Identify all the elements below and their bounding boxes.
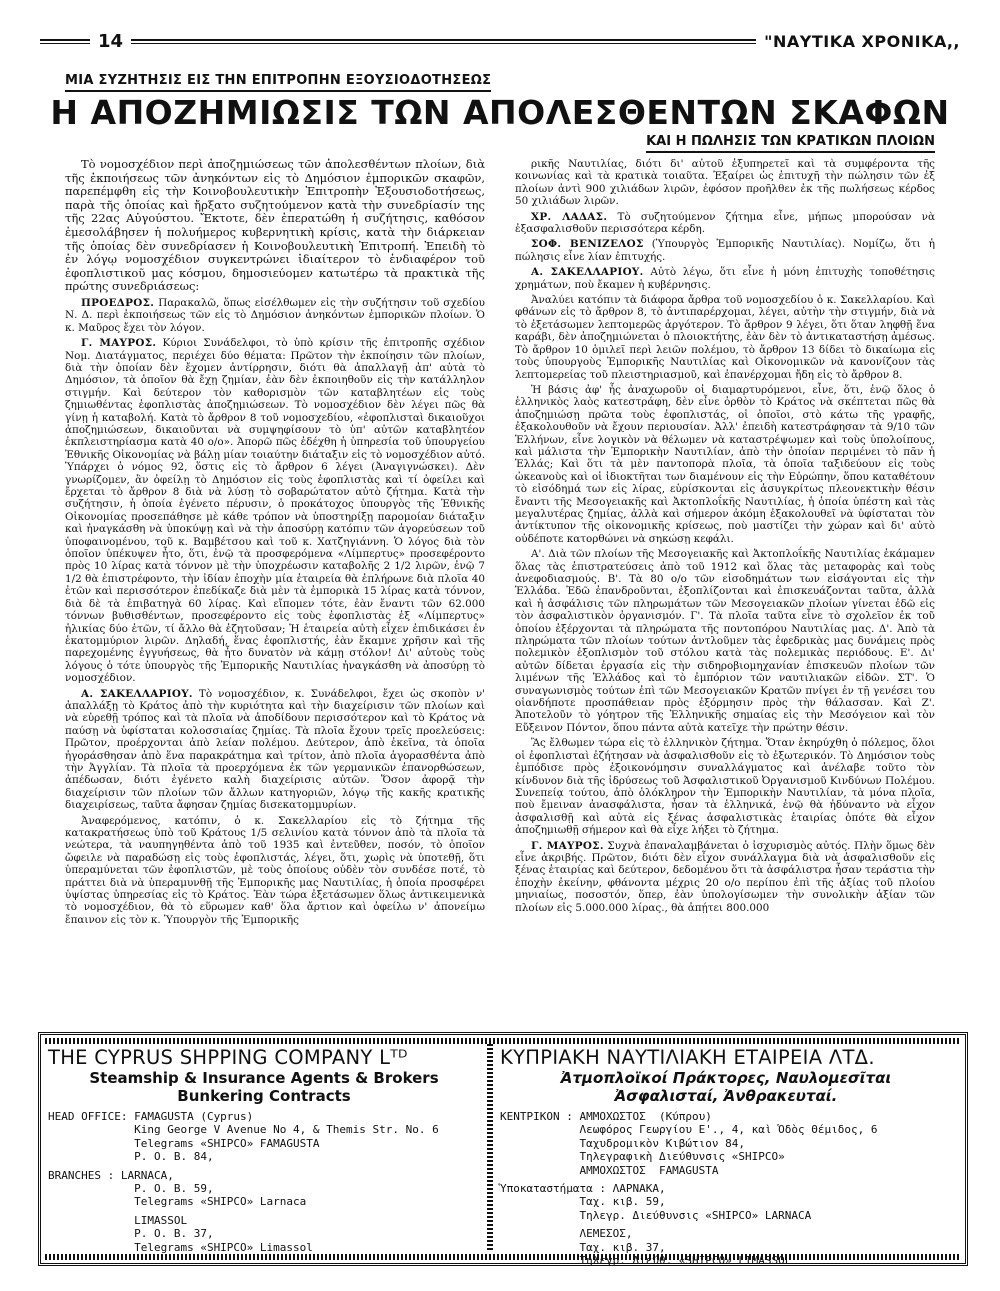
speaker-name: ΧΡ. ΛΑΔΑΣ. — [531, 210, 608, 223]
article-paragraph — [515, 238, 935, 263]
article-paragraph — [515, 266, 935, 291]
address-line: Ὑποκαταστήματα : ΛΑΡΝΑΚΑ, — [500, 1182, 666, 1196]
article-paragraph — [65, 815, 485, 927]
address-line: Ταχ. κιβ. 37, — [500, 1240, 666, 1254]
speaker-name: Α. ΣΑΚΕΛΛΑΡΙΟΥ. — [531, 266, 644, 279]
article-headline: Η ΑΠΟΖΗΜΙΩΣΙΣ ΤΩΝ ΑΠΟΛΕΣΘΕΝΤΩΝ ΣΚΑΦΩΝ — [50, 93, 950, 132]
article-paragraph — [65, 688, 485, 812]
address-line: HEAD OFFICE: FAMAGUSTA (Cyprus) — [48, 1110, 254, 1123]
paragraph-text: Ἡ βάσις ἀφ' ἧς ἀναχωροῦν οἱ διαμαρτυρόμενοι, εἶνε, ὅτι, ἐνῷ ὅλος ὁ ἑλληνικὸς λαὸς κατεστράφη, δὲν εἶνε ὀρθὸν τὸ Κράτος νὰ σκέπτεται πῶς θὰ ἀποζημιώσῃ πρῶτα τοὺς ἐφοπλιστάς, οἱ ὁποῖοι, στὸ κάτω τῆς γραφῆς, ἐξακολουθοῦν νὰ ἔχουν περιουσίαν. Ἀλλ' ἐπειδὴ κατεστράφησαν τὰ 9/10 τῶν Ἑλλήνων, εἶνε λογικὸν νὰ θέλωμεν νὰ καταστρέψωμεν καὶ τοὺς ὑπολοίπους, καὶ μάλιστα τὴν Ἐμπορικὴν Ναυτιλίαν, ἀπὸ τὴν ὁποίαν περιμένει τὸ πᾶν ἡ Ἑλλάς; Καὶ ὅτι τὰ μὲν παντοπορὰ πλοῖα, τὰ ὁποῖα ταξιδεύουν εἰς τοὺς ὠκεανοὺς καὶ οἱ ἰδιοκτῆται των διαμένουν εἰς τὴν Εὐρώπην, ὅπου καταθέτουν τὸ εἰσόδημά των εἰς λίρας, εὑρίσκονται εἰς ἀσυγκρίτως πλεονεκτικὴν θέσιν ἔναντι τῆς Μεσογειακῆς καὶ Ἀκτοπλοΐκῆς Ναυτιλίας, ἡ ὁποία ὑπέστη καὶ τὰς μεγαλυτέρας ζημίας, ἀλλὰ καὶ σήμερον ἀκόμη ἐξακολουθεῖ νὰ ὑφίσταται τὸν ἀντίκτυπον τῆς οἰκονομικῆς κρίσεως, ποὺ μαστίζει τὴν χώραν καὶ δι' αὐτὸ οὐδέποτε κατορθώνει νὰ σηκώσῃ κεφάλι. — [515, 383, 935, 545]
paragraph-text: Ἀναφερόμενος, κατόπιν, ὁ κ. Σακελλαρίου εἰς τὸ ζήτημα τῆς κατακρατήσεως ὑπὸ τοῦ Κράτους 1/5 σελινίου κατὰ τόννον ἀπὸ τὰ πλοῖα τὰ νεώτερα, τὰ ναυπηγηθέντα ἀπὸ τοῦ 1935 καὶ ἐντεῦθεν, ποσόν, τὸ ὁποῖον ὤφειλε νὰ παραδώσῃ εἰς τοὺς ἐφοπλιστάς, λέγει, ὅτι, χωρὶς νὰ ὑποτεθῇ, ὅτι ὑπεραμύνεται τῶν ἐφοπλιστῶν, μὲ τοὺς ὁποίους οὐδὲν τὸν συνδέσε ποτέ, τὸ πράττει διὰ νὰ ὑπεραμυνθῇ τῆς Ἐμπορικῆς μας Ναυτιλίας, ἡ ὁποία προσφέρει ὑψίστας ὑπηρεσίας εἰς τὸ Κράτος. Ἐὰν τώρα ἐξετάσωμεν ὅλως ἀντικειμενικὰ τὸ νομοσχέδιον, θὰ τὸ εὕρωμεν καθ' ὅλα ἄρτιον καὶ ὀφείλω ν' ἀπονείμω ἔπαινον εἰς τὸν κ. Ὑπουργὸν τῆς Ἐμπορικῆς — [65, 814, 485, 926]
speaker-name: Α. ΣΑΚΕΛΛΑΡΙΟΥ. — [81, 687, 193, 700]
company-name-english: THE CYPRUS SHPPING COMPANY Lᵀᴰ — [48, 1046, 408, 1069]
article-body — [65, 158, 935, 1026]
tagline-greek-2: Ἀσφαλισταί, Ἀνθρακευταί. — [614, 1087, 838, 1105]
article-paragraph — [515, 840, 935, 914]
branch-limassol-greek — [500, 1227, 952, 1267]
page-header — [40, 28, 960, 54]
advertisement-english — [48, 1046, 480, 1254]
header-rule — [131, 39, 756, 44]
article-kicker: ΜΙΑ ΣΥΖΗΤΗΣΙΣ ΕΙΣ ΤΗΝ ΕΠΙΤΡΟΠΗΝ ΕΞΟΥΣΙΟΔΟΤΗΣΕΩΣ — [65, 73, 491, 92]
paragraph-text: Α'. Διὰ τῶν πλοίων τῆς Μεσογειακῆς καὶ Ἀκτοπλοΐκῆς Ναυτιλίας ἐκάμαμεν ὅλας τὰς ἐπιστρατεύσεις ἀπὸ τοῦ 1912 καὶ ὅλας τὰς μεταφορὰς καὶ τοὺς ἀνεφοδιασμούς. Β'. Τὰ 80 ο/ο τῶν εἰσοδημάτων των εἰσάγονται εἰς τὴν Ἑλλάδα. Ἐδῶ ἐπανδροῦνται, ἐξοπλίζονται καὶ ἐπισκευάζονται ταῦτα, ἀλλὰ καὶ ἡ ἀσφάλισις τῶν πληρωμάτων τῶν Μεσογειακῶν πλοίων γίνεται ἐδῶ εἰς τὸν ἀσφαλιστικὸν ὀργανισμόν. Γ'. Τὰ πλοῖα ταῦτα εἶνε τὸ σχολεῖον ἐκ τοῦ ὁποίου ἐξέρχονται τὰ πληρώματα τῆς ποντοπόρου Ναυτιλίας μας. Δ'. Ἀπὸ τὰ πληρώματα τῶν πλοίων τούτων ἀντλοῦμεν τὰς ἐφεδρικὰς μας δυνάμεις πρὸς πολεμικὸν ἐξοπλισμὸν τοῦ στόλου κατὰ τὰς πολεμικὰς περιόδους. Ε'. Δι' αὐτῶν δίδεται ἐργασία εἰς τὴν σιδηροβιομηχανίαν ἐπισκευῶν πλοίων τῶν λιμένων τῆς Ἑλλάδος καὶ τὸ ἐμπόριον τῶν ναυτιλιακῶν εἰδῶν. ΣΤ'. Ὁ συναγωνισμὸς τούτων ἐπὶ τῶν Μεσογειακῶν Κρατῶν πνίγει ἐν τῇ γενέσει του οἱανδήποτε προσπάθειαν πρὸς ἐξόρμησιν πρὸς τὴν θάλασσαν. Καὶ Ζ'. Ἀποτελοῦν τὸ γόητρον τῆς Ἑλληνικῆς σημαίας εἰς τὴν Μεσόγειον καὶ τὸν Εὔξεινον Πόντον, ὅπου πάντα αὐτὰ κατεῖχε τὴν πρώτην θέσιν. — [515, 548, 935, 734]
speaker-name: Γ. ΜΑΥΡΟΣ. — [531, 839, 604, 852]
address-line: ΑΜΜΟΧΩΣΤΟΣ FAMAGUSTA — [500, 1163, 719, 1177]
branches-greek — [500, 1182, 952, 1222]
tagline-greek-1: Ἀτμοπλοϊκοί Πράκτορες, Ναυλομεσῖται — [560, 1069, 892, 1087]
page-number: 14 — [98, 30, 124, 52]
article-column-left — [65, 158, 485, 1026]
paragraph-text: Τὸ νομοσχέδιον, κ. Συνάδελφοι, ἔχει ὡς σκοπὸν ν' ἀπαλλάξῃ τὸ Κράτος ἀπὸ τὴν κυριότητα καὶ τὴν διαχείρισιν τῶν πλοίων καὶ νὰ εὑρεθῇ τρόπος καὶ τὰ πλοῖα νὰ ἀποδίδουν περισσότερον καὶ τὸ Κράτος νὰ παύσῃ νὰ ὑφίσταται κολοσσιαίας ζημίας. Τὰ πλοῖα ἔχουν τρεῖς προελεύσεις: Πρῶτον, προέρχονται ἀπὸ λείαν πολέμου. Δεύτερον, ἀπὸ ἐκεῖνα, τὰ ὁποῖα ἠγοράσθησαν ἀπὸ ἕνα παρακράτημα καὶ τρίτον, ἀπὸ πλοῖα ἀγορασθέντα ἀπὸ τὴν Ἀγγλίαν. Τὰ πλοῖα τὰ προερχόμενα ἐκ τῶν γερμανικῶν ἐπανορθώσεων, ἀπέδωσαν, διότι ἐγένετο καλὴ διαχείρισις αὐτῶν. Ὅσον ἀφορᾷ τὴν διαχείρισιν τῶν πλοίων τῶν ἄλλων κατηγοριῶν, λόγῳ τῆς κακῆς κρατικῆς διαχειρίσεως, ταῦτα ἄφησαν ζημίας δισεκατομμυρίων. — [65, 687, 485, 812]
article-paragraph — [515, 211, 935, 236]
paragraph-text: Τὸ συζητούμενον ζήτημα εἶνε, μήπως μπορούσαν νὰ ἐξασφαλισθοῦν περισσότερα κέρδη. — [515, 210, 935, 236]
header-rule-left — [40, 39, 90, 44]
branches-english — [48, 1169, 480, 1209]
speaker-name: ΠΡΟΕΔΡΟΣ. — [81, 296, 155, 309]
article-paragraph — [65, 297, 485, 334]
advertisement-divider — [487, 1044, 493, 1250]
paragraph-text: Τὸ νομοσχέδιον περὶ ἀποζημιώσεως τῶν ἀπολεσθέντων πλοίων, διὰ τῆς ἐκποιήσεως τῶν ἀνηκόντων εἰς τὸ Δημόσιον ἐμπορικῶν σκαφῶν, παρεπέμφθη εἰς τὴν Κοινοβουλευτικὴν Ἐπιτροπὴν Ἐξουσιοδοτήσεως, παρὰ τῆς ὁποίας καὶ ἤρξατο συζητούμενον κατὰ τὴν συνεδρίασίν της τῆς 22ας Αὐγούστου. Ἔκτοτε, δὲν ἐπερατώθη ἡ συζήτησις, καθόσον ἐμεσολάβησεν ἡ πολυήμερος κυβερνητικὴ κρίσις, κατὰ τὴν διάρκειαν τῆς ὁποίας δὲν συνεδρίασεν ἡ Κοινοβουλευτικὴ Ἐπιτροπή. Ἐπειδὴ τὸ ἐν λόγῳ νομοσχέδιον συγκεντρώνει ἰδιαίτερον τὸ ἐνδιαφέρον τοῦ ἐφοπλιστικοῦ μας κόσμου, δημοσιεύομεν κατωτέρω τὰ πρακτικὰ τῆς πρώτης συνεδριάσεως: — [65, 157, 485, 294]
address-line: Τηλεγραφικὴ Διεύθυνσις «SHIPCO» — [500, 1150, 785, 1164]
paragraph-text: (Ὑπουργὸς Ἐμπορικῆς Ναυτιλίας). Νομίζω, ὅτι ἡ πώλησις εἶνε λίαν ἐπιτυχής. — [515, 238, 935, 263]
article-paragraph — [515, 294, 935, 381]
address-line: ΛΕΜΕΣΟΣ, — [500, 1227, 633, 1241]
address-line: Ταχ. κιβ. 59, — [500, 1195, 666, 1209]
head-office-english — [48, 1110, 480, 1164]
article-column-right — [515, 158, 935, 1026]
paragraph-text: Ἀναλύει κατόπιν τὰ διάφορα ἄρθρα τοῦ νομοσχεδίου ὁ κ. Σακελλαρίου. Καὶ φθάνων εἰς τὸ ἄρθρον 8, τὸ ἀντιπαρέρχομαι, λέγει, αὐτὴν τὴν στιγμήν, διὰ νὰ τὸ ἐξετάσωμεν λεπτομερῶς ἀργότερον. Τὸ ἄρθρον 9 λέγει, ὅτι ὅταν ληφθῇ ἕνα καράβι, δὲν ἀποζημιώνεται ὁ πλοιοκτήτης, ἐὰν δὲν τὸ ἀντικαταστήσῃ ἀμέσως. Τὸ ἄρθρον 10 ὁμιλεῖ περὶ λειῶν πολέμου, τὸ ἄρθρον 13 δίδει τὸ δικαίωμα εἰς τοὺς ὑπουργοὺς Ἐμπορικῆς Ναυτιλίας καὶ Οἰκονομικῶν νὰ κανονίζουν τὰς λεπτομερείας τοῦ πλειστηριασμοῦ, καὶ ἐπανέρχομαι ἤδη εἰς τὸ ἄρθρον 8. — [515, 294, 935, 381]
article-subhead: ΚΑΙ Η ΠΩΛΗΣΙΣ ΤΩΝ ΚΡΑΤΙΚΩΝ ΠΛΟΙΩΝ — [646, 134, 935, 153]
address-line: Λεωφόρος Γεωργίου Ε'., 4, καὶ Ὁδὸς Θέμιδος, 6 — [500, 1123, 878, 1137]
article-paragraph — [515, 158, 935, 208]
address-line: Telegrams «SHIPCO» FAMAGUSTA — [48, 1136, 320, 1150]
tagline-english-1: Steamship & Insurance Agents & Brokers — [89, 1069, 439, 1087]
article-paragraph — [65, 337, 485, 684]
paragraph-text: Συχνὰ ἐπαναλαμβάνεται ὁ ἰσχυρισμὸς αὐτός. Πλὴν ὅμως δὲν εἶνε ἀκριβής. Πρῶτον, διότι δὲν εἶχον συνάλλαγμα διὰ νὰ ἀσφαλισθοῦν εἰς ξένας ἑταιρίας καὶ δεύτερον, δεδομένου ὅτι τὰ ἀσφάλιστρα ἦσαν τεράστια τὴν ἐποχὴν ἐκείνην, φθάνοντα μέχρις 20 ο/ο περίπου ἐπὶ τῆς ἀξίας τοῦ πλοίου μηνιαίως, ποσοστόν, ὅπερ, ἐὰν ὑπολογίσωμεν τὴν συνολικὴν ἀξίαν τῶν πλοίων εἰς 5.000.000 λίρας., θὰ ἀπῄτει 800.000 — [515, 839, 935, 914]
speaker-name: ΣΟΦ. ΒΕΝΙΖΕΛΟΣ — [531, 238, 644, 251]
address-line: Telegrams «SHIPCO» Larnaca — [48, 1195, 307, 1209]
paragraph-text: Ἂς ἔλθωμεν τώρα εἰς τὸ ἑλληνικὸν ζήτημα. Ὅταν ἐκηρύχθη ὁ πόλεμος, ὅλοι οἱ ἐφοπλισταὶ ἐζήτησαν νὰ ἀσφαλισθοῦν εἰς τὸ ἐξωτερικόν. Τὸ Δημόσιον τοὺς ἐμπόδισε πρὸς ἐξοικονόμησιν συναλλάγματος καὶ ἀνέλαβε τοῦτο τὸν κίνδυνον διὰ τῆς ἱδρύσεως τοῦ Ἀσφαλιστικοῦ Ὀργανισμοῦ Κινδύνων Πολέμου. Συνεπείᾳ τούτου, ἀπὸ ὁλόκληρον τὴν Ἐμπορικὴν Ναυτιλίαν, τὰ μόνα πλοῖα, ποὺ ἔμειναν ἀνασφάλιστα, ἦσαν τὰ ἑλληνικά, ἐνῷ θὰ ἠδύναντο νὰ εἶχον ἀσφαλισθῇ καὶ αὐτὰ εἰς ξένας ἀσφαλιστικὰς ἑταιρίας ὁπότε θὰ εἶχον ἀποζημιωθῇ σήμερον καὶ θὰ εἶχε λήξει τὸ ζήτημα. — [515, 737, 935, 837]
paragraph-text: Αὐτὸ λέγω, ὅτι εἶνε ἡ μόνη ἐπιτυχὴς τοποθέτησις χρημάτων, ποὺ ἔκαμεν ἡ κυβέρνησις. — [515, 266, 935, 291]
address-line: P. O. B. 84, — [48, 1150, 214, 1164]
address-line: Ταχυδρομικὸν Κιβώτιον 84, — [500, 1136, 746, 1150]
address-line: BRANCHES : LARNACA, — [48, 1168, 174, 1182]
address-line: ΚΕΝΤΡΙΚΟΝ : ΑΜΜΟΧΩΣΤΟΣ (Κύπρου) — [500, 1110, 712, 1123]
article-paragraph — [515, 737, 935, 836]
advertisement-greek — [500, 1046, 952, 1268]
tagline-english-2: Bunkering Contracts — [177, 1087, 351, 1105]
article-paragraph — [65, 158, 485, 294]
paragraph-text: ρικῆς Ναυτιλίας, διότι δι' αὐτοῦ ἐξυπηρετεῖ καὶ τὰ συμφέροντα τῆς κοινωνίας καὶ τὰ κρατικὰ τοιαῦτα. Ἐξαίρει ὡς ἐπιτυχῆ τὴν πώλησιν τῶν ἐξ πλοίων ἀντὶ 900 χιλιάδων λιρῶν, ἐφόσον προῆλθεν ἐκ τῆς πωλήσεως κέρδος 50 χιλιάδων λιρῶν. — [515, 158, 935, 208]
address-line: Telegrams «SHIPCO» Limassol — [48, 1240, 313, 1254]
magazine-title: "ΝΑΥΤΙΚΑ ΧΡΟΝΙΚΑ,, — [764, 31, 960, 51]
branch-limassol-english — [48, 1214, 480, 1254]
company-name-greek: ΚΥΠΡΙΑΚΗ ΝΑΥΤΙΛΙΑΚΗ ΕΤΑΙΡΕΙΑ ΛΤΔ. — [500, 1046, 875, 1069]
article-paragraph — [515, 384, 935, 545]
frame-stripe-top — [45, 1038, 961, 1044]
address-line: Τηλεγρ. Διεύθ. «SHIPCO» LIMASSOL — [500, 1254, 792, 1268]
address-line: King George V Avenue No 4, & Themis Str. No. 6 — [48, 1123, 439, 1137]
article-paragraph — [515, 548, 935, 734]
address-line: LIMASSOL — [48, 1213, 188, 1227]
speaker-name: Γ. ΜΑΥΡΟΣ. — [81, 337, 157, 350]
address-line: P. O. B. 37, — [48, 1227, 214, 1241]
paragraph-text: Κύριοι Συνάδελφοι, τὸ ὑπὸ κρίσιν τῆς ἐπιτροπῆς σχέδιον Νομ. Διατάγματος, περιέχει δύο θέματα: Πρῶτον τὴν ἐκποίησιν τῶν πλοίων, διὰ τὴν ὁποίαν δὲν ἔχομεν ἀντίρρησιν, διότι θὰ ἀπαλλαγῇ ἀπ' αὐτὰ τὸ Δημόσιον, τὰ ὁποῖον θὰ ἔχῃ ζημίαν, ἐὰν δὲν ἐκποιηθοῦν εἰς τὴν κατάλληλον στιγμήν. Καὶ δεύτερον τὸν καθορισμὸν τῶν καταβλητέων εἰς τοὺς ζημιωθέντας ἐφοπλιστὰς ἀποζημιώσεων. Τὸ νομοσχέδιον δὲν λέγει πῶς θὰ γίνῃ ἡ καταβολή. Κατὰ τὸ ἄρθρον 8 τοῦ νομοσχεδίου, «ἐφοπλισταὶ δικαιοῦχοι ἀποζημιώσεων, δικαιοῦνται νὰ συμψηφίσουν τὸ ὑπ' αὐτῶν καταβλητέον ἐκπλειστηρίασμα κατὰ 40 ο/ο». Ἀπορῶ πῶς ἐδέχθη ἡ ὑπηρεσία τοῦ ὑπουργείου Ἐθνικῆς Οἰκονομίας νὰ βάλῃ μίαν τοιαύτην διάταξιν εἰς τὸ νομοσχέδιον αὐτό. Ὑπάρχει ὁ νόμος 92, ὅστις εἰς τὸ ἄρθρον 6 λέγει (Ἀναγιγνώσκει). Δὲν γνωρίζομεν, ἂν ὀφείλῃ τὸ Δημόσιον εἰς τοὺς ἐφοπλιστὰς καὶ τί ὀφείλει καὶ ἔρχεται τὸ ἄρθρον 8 διὰ νὰ λύσῃ τὸ σοβαρώτατον αὐτὸ ζήτημα. Κατὰ τὴν συζήτησιν, ἡ ὁποία ἐγένετο πέρυσιν, ὁ προκάτοχος ὑπουργὸς τῆς Ἐθνικῆς Οἰκονομίας προσεπάθησε μὲ κάθε τρόπον νὰ ὑποστηρίξῃ παρομοίαν διάταξιν καὶ ἠναγκάσθη νὰ ὑποκύψῃ καὶ νὰ τὴν ἀποσύρῃ κατόπιν τῶν ἀγορεύσεων τοῦ ὑποφαινομένου, τοῦ κ. Βαμβέτσου καὶ τοῦ κ. Χατζηγιάννη. Ὁ λόγος διὰ τὸν ὁποῖον ὑπέκυψεν ἦτο, ὅτι, ἐνῷ τὰ προσφερόμενα «Λίμπερτυς» προσεφέροντο πρὸς 10 λίρας κατὰ τόννον μὲ τὴν ὑποχρέωσιν καταβολῆς 2 1/2 λιρῶν, ἐνῷ 7 1/2 θὰ ἐπιστρέφοντο, τὴν ἰδίαν ἐποχὴν μία ἑταιρεία θὰ ἐπλήρωνε διὰ πλοῖα 40 ἐτῶν καὶ περισσότερον ἐπεδίκαζε διὰ μὲν τὰ ἐμπορικὰ 15 λίρας κατὰ τόννον, διὰ δὲ τὰ ἐπιβατηγὰ 60 λίρας. Καὶ εἴπομεν τότε, ἐὰν ἔναντι τῶν 62.000 τόννων βυθισθέντων, προσεφέροντο εἰς τοὺς ἐφοπλιστὰς ἐξ «Λίμπερτυς» ἡλικίας δύο ἐτῶν, τί ἄλλο θὰ ἐζητοῦσαν; Ἡ ἑταιρεία αὐτὴ εἶχεν ἐπιδικάσει ἐν ἑκατομμύριον λιρῶν. Δηλαδή, ἕνας ἐφοπλιστής, ἐὰν ἔκαμνε χρῆσιν καὶ τῆς παρεχομένης ἐγγυήσεως, θὰ ἦτο δυνατὸν νὰ κάμῃ στόλον! Δι' αὐτοὺς τοὺς λόγους ὁ τότε ὑπουργὸς τῆς Ἐμπορικῆς Ναυτιλίας ἠναγκάσθη νὰ ἀποσύρῃ τὸ νομοσχέδιον. — [65, 337, 485, 685]
address-line: P. O. B. 59, — [48, 1182, 214, 1196]
address-line: Τηλεγρ. Διεύθυνσις «SHIPCO» LARNACA — [500, 1208, 812, 1222]
paragraph-text: Παρακαλῶ, ὅπως εἰσέλθωμεν εἰς τὴν συζήτησιν τοῦ σχεδίου Ν. Δ. περὶ ἐκποιήσεως τῶν εἰς τὸ Δημόσιον ἀνηκόντων ἐμπορικῶν πλοίων. Ὁ κ. Μαῦρος ἔχει τὸν λόγον. — [65, 296, 485, 334]
head-office-greek — [500, 1110, 952, 1177]
